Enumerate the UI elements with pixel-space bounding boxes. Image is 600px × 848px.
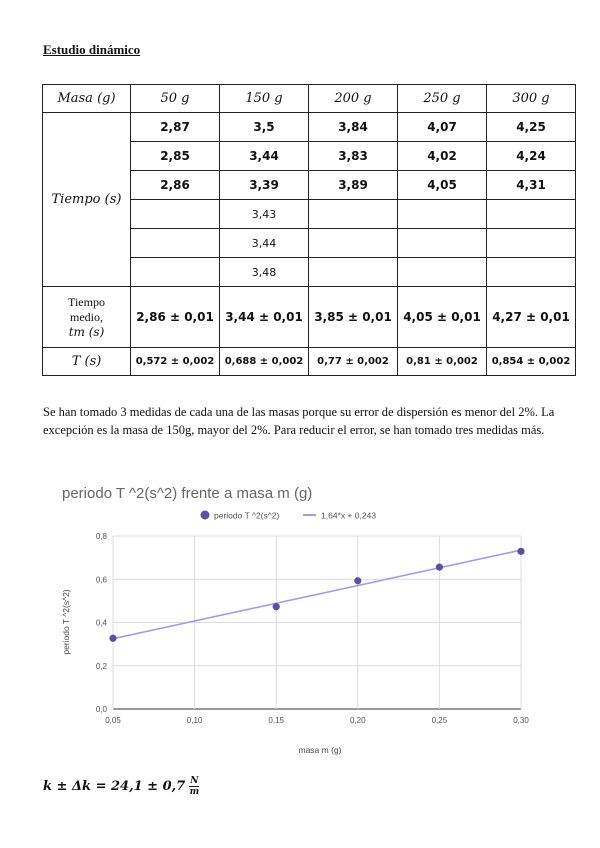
table-cell: 4,25 (487, 113, 576, 142)
table-mean-row (43, 287, 576, 348)
mean-cell: 4,05 ± 0,01 (398, 287, 487, 348)
period-cell: 0,572 ± 0,002 (131, 348, 220, 376)
mass-time-table (42, 84, 576, 376)
chart-title: periodo T ^2(s^2) frente a masa m (g) (62, 485, 313, 502)
x-axis-label: masa m (g) (298, 745, 342, 755)
period-header: T (s) (43, 348, 131, 376)
legend-label-points: periodo T ^2(s^2) (214, 510, 280, 521)
x-tick-label: 0,30 (513, 716, 529, 725)
y-tick-label: 0,4 (95, 618, 107, 628)
table-cell: 3,44 (220, 229, 309, 258)
data-point (436, 564, 443, 571)
table-cell (398, 229, 487, 258)
x-tick-label: 0,20 (350, 716, 366, 725)
chart-grid (113, 536, 521, 709)
table-cell: 4,31 (487, 171, 576, 200)
table-cell: 3,84 (309, 113, 398, 142)
period-cell: 0,81 ± 0,002 (398, 348, 487, 376)
table-cell: 3,43 (220, 200, 309, 229)
y-tick-label: 0,6 (95, 575, 107, 585)
chart-legend (201, 511, 377, 521)
period-cell: 0,688 ± 0,002 (220, 348, 309, 376)
table-cell (309, 229, 398, 258)
mass-col-header: 200 g (309, 85, 398, 113)
x-tick-label: 0,10 (186, 716, 203, 725)
table-cell (487, 200, 576, 229)
period-cell: 0,77 ± 0,002 (309, 348, 398, 376)
table-cell: 3,44 (220, 142, 309, 171)
table-cell: 4,24 (487, 142, 576, 171)
y-tick-label: 0,0 (95, 705, 107, 714)
table-cell (309, 200, 398, 229)
y-tick-label: 0,8 (95, 532, 107, 541)
table-cell: 2,87 (131, 113, 220, 142)
mean-label-line3: tm (s) (68, 324, 105, 339)
mass-col-header: 300 g (487, 85, 576, 113)
y-tick-label: 0,2 (95, 661, 107, 671)
formula-unit-denominator: m (189, 787, 200, 797)
table-period-row (43, 348, 576, 376)
table-cell: 3,83 (309, 142, 398, 171)
mean-label-line2: medio, (70, 309, 103, 324)
table-cell: 3,89 (309, 171, 398, 200)
mean-cell: 3,44 ± 0,01 (220, 287, 309, 348)
table-row (43, 113, 576, 142)
x-tick-label: 0,25 (431, 716, 448, 725)
table-cell (487, 229, 576, 258)
table-cell (131, 258, 220, 287)
data-point (273, 603, 280, 610)
mean-cell: 3,85 ± 0,01 (309, 287, 398, 348)
mean-cell: 4,27 ± 0,01 (487, 287, 576, 348)
table-cell: 3,48 (220, 258, 309, 287)
chart-trendline-group (113, 550, 521, 639)
table-cell: 2,86 (131, 171, 220, 200)
x-tick-label: 0,15 (268, 716, 284, 725)
mass-header: Masa (g) (43, 85, 131, 113)
explanation-paragraph: Se han tomado 3 medidas de cada una de las masas porque su error de dispersión es menor del 2%. La excepción es la masa de 150g, mayor del 2%. Para reducir el error, se han tomado tres medidas más. (43, 405, 555, 437)
x-tick-label: 0,05 (105, 716, 121, 725)
table-cell (398, 258, 487, 287)
table-cell: 4,02 (398, 142, 487, 171)
mean-label-line1: Tiempo (68, 294, 105, 309)
chart-trendline (113, 550, 521, 639)
mass-col-header: 50 g (131, 85, 220, 113)
mass-col-header: 250 g (398, 85, 487, 113)
mean-header (43, 287, 131, 348)
table-cell (487, 258, 576, 287)
time-header: Tiempo (s) (43, 113, 131, 287)
y-axis-label: periodo T ^2(s^2) (61, 589, 71, 655)
formula-main: k ± Δk = 24,1 ± 0,7 (43, 779, 186, 794)
table-cell: 2,85 (131, 142, 220, 171)
table-cell (309, 258, 398, 287)
legend-marker-points (201, 511, 210, 520)
mean-cell: 2,86 ± 0,01 (131, 287, 220, 348)
data-point (354, 577, 361, 584)
table-cell (131, 200, 220, 229)
table-cell (398, 200, 487, 229)
table-cell: 3,39 (220, 171, 309, 200)
data-point (517, 548, 524, 555)
table-cell: 3,5 (220, 113, 309, 142)
formula-unit-numerator: N (190, 776, 199, 786)
legend-label-trendline: 1,64*x + 0,243 (321, 510, 377, 521)
table-cell (131, 229, 220, 258)
table-header-row (43, 85, 576, 113)
formula-unit-fraction (189, 776, 199, 797)
spring-constant-formula (43, 776, 199, 797)
mass-col-header: 150 g (220, 85, 309, 113)
period-cell: 0,854 ± 0,002 (487, 348, 576, 376)
table-cell: 4,07 (398, 113, 487, 142)
period-mass-chart (40, 472, 585, 764)
data-point (109, 635, 116, 642)
section-heading: Estudio dinámico (43, 42, 141, 57)
table-cell: 4,05 (398, 171, 487, 200)
